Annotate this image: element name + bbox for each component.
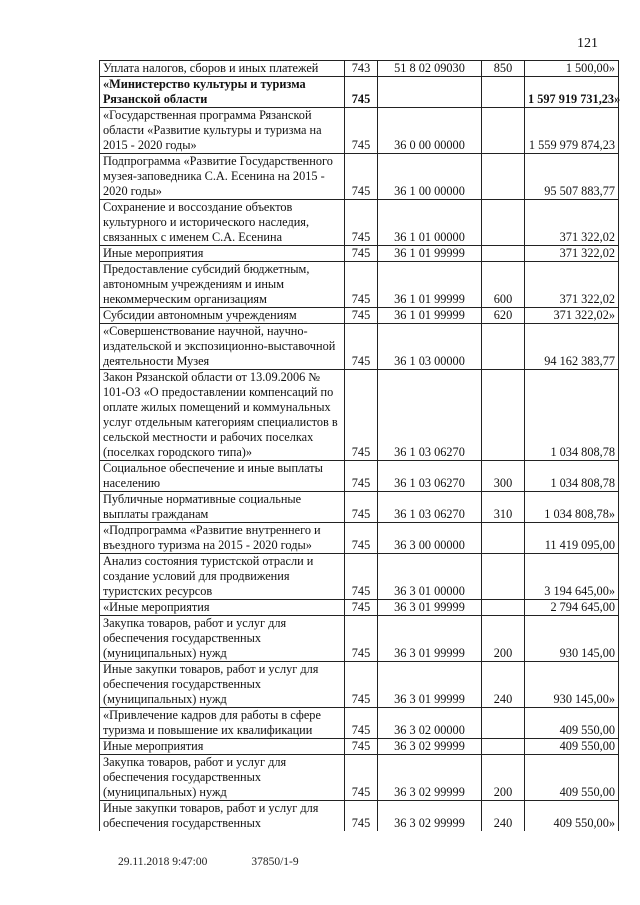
row-sum-cell: 371 322,02 — [525, 246, 619, 262]
footer — [118, 856, 343, 868]
table-row — [100, 708, 619, 739]
row-sum-cell: 1 034 808,78 — [525, 461, 619, 492]
row-sum-cell: 2 794 645,00 — [525, 600, 619, 616]
table-row — [100, 308, 619, 324]
row-article-cell: 36 1 03 06270 — [378, 461, 482, 492]
table-body — [100, 61, 619, 832]
row-sum-cell: 930 145,00» — [525, 662, 619, 708]
row-code-cell: 745 — [345, 600, 378, 616]
row-name-cell: Закупка товаров, работ и услуг для обеспечения государственных (муниципальных) нужд — [100, 755, 345, 801]
row-name-cell: Уплата налогов, сборов и иных платежей — [100, 61, 345, 77]
row-name-cell: Субсидии автономным учреждениям — [100, 308, 345, 324]
row-article-cell: 36 1 01 99999 — [378, 246, 482, 262]
row-article-cell: 36 0 00 00000 — [378, 108, 482, 154]
row-type-cell: 300 — [482, 461, 525, 492]
row-sum-cell: 3 194 645,00» — [525, 554, 619, 600]
row-sum-cell: 95 507 883,77 — [525, 154, 619, 200]
row-code-cell: 745 — [345, 77, 378, 108]
table-row — [100, 662, 619, 708]
row-code-cell: 745 — [345, 662, 378, 708]
row-type-cell — [482, 554, 525, 600]
row-type-cell — [482, 523, 525, 554]
row-type-cell — [482, 246, 525, 262]
row-name-cell: Анализ состояния туристской отрасли и создание условий для продвижения туристских ресурсов — [100, 554, 345, 600]
row-code-cell: 745 — [345, 739, 378, 755]
row-sum-cell: 11 419 095,00 — [525, 523, 619, 554]
row-code-cell: 745 — [345, 492, 378, 523]
row-sum-cell: 371 322,02» — [525, 308, 619, 324]
table-row — [100, 324, 619, 370]
row-type-cell — [482, 200, 525, 246]
row-code-cell: 745 — [345, 616, 378, 662]
row-article-cell: 36 3 02 99999 — [378, 755, 482, 801]
row-article-cell: 36 1 01 99999 — [378, 262, 482, 308]
row-type-cell: 620 — [482, 308, 525, 324]
row-name-cell: Сохранение и воссоздание объектов культурного и исторического наследия, связанных с именем С.А. Есенина — [100, 200, 345, 246]
row-code-cell: 745 — [345, 801, 378, 832]
footer-datetime: 29.11.2018 9:47:00 — [118, 856, 208, 868]
table-row — [100, 739, 619, 755]
table-row — [100, 492, 619, 523]
row-type-cell: 200 — [482, 616, 525, 662]
row-code-cell: 745 — [345, 108, 378, 154]
row-code-cell: 745 — [345, 708, 378, 739]
table-row — [100, 755, 619, 801]
row-type-cell: 310 — [482, 492, 525, 523]
row-sum-cell: 371 322,02 — [525, 262, 619, 308]
row-type-cell: 200 — [482, 755, 525, 801]
row-name-cell: «Иные мероприятия — [100, 600, 345, 616]
footer-doc-id: 37850/1-9 — [251, 856, 299, 868]
row-type-cell — [482, 739, 525, 755]
row-code-cell: 745 — [345, 308, 378, 324]
row-name-cell: «Подпрограмма «Развитие внутреннего и въездного туризма на 2015 - 2020 годы» — [100, 523, 345, 554]
row-sum-cell: 1 500,00» — [525, 61, 619, 77]
row-article-cell: 36 1 03 00000 — [378, 324, 482, 370]
row-article-cell: 36 1 01 00000 — [378, 200, 482, 246]
table-row — [100, 554, 619, 600]
table-row — [100, 108, 619, 154]
table-row — [100, 200, 619, 246]
row-type-cell — [482, 108, 525, 154]
table-row — [100, 523, 619, 554]
row-article-cell: 36 3 02 99999 — [378, 739, 482, 755]
row-name-cell: Иные мероприятия — [100, 246, 345, 262]
row-article-cell: 36 1 01 99999 — [378, 308, 482, 324]
row-sum-cell: 1 034 808,78» — [525, 492, 619, 523]
row-code-cell: 745 — [345, 370, 378, 461]
row-code-cell: 743 — [345, 61, 378, 77]
row-name-cell: Иные закупки товаров, работ и услуг для обеспечения государственных (муниципальных) нужд — [100, 662, 345, 708]
row-name-cell: Публичные нормативные социальные выплаты гражданам — [100, 492, 345, 523]
table-row — [100, 262, 619, 308]
row-type-cell — [482, 600, 525, 616]
row-sum-cell: 1 559 979 874,23 — [525, 108, 619, 154]
row-article-cell — [378, 77, 482, 108]
row-article-cell: 36 1 03 06270 — [378, 370, 482, 461]
table-row — [100, 246, 619, 262]
row-sum-cell: 930 145,00 — [525, 616, 619, 662]
row-name-cell: Закон Рязанской области от 13.09.2006 № 101-ОЗ «О предоставлении компенсаций по оплате жилых помещений и коммунальных услуг отдельным категориям специалистов в сельской местности и рабочих поселках (поселках городского типа)» — [100, 370, 345, 461]
row-sum-cell: 371 322,02 — [525, 200, 619, 246]
row-sum-cell: 94 162 383,77 — [525, 324, 619, 370]
row-sum-cell: 409 550,00 — [525, 708, 619, 739]
page-number: 121 — [577, 36, 598, 51]
table-row — [100, 77, 619, 108]
table-row — [100, 616, 619, 662]
row-type-cell: 850 — [482, 61, 525, 77]
table-row — [100, 801, 619, 832]
table-row — [100, 61, 619, 77]
budget-table — [99, 60, 619, 831]
row-code-cell: 745 — [345, 755, 378, 801]
row-article-cell: 36 3 02 99999 — [378, 801, 482, 832]
row-sum-cell: 409 550,00» — [525, 801, 619, 832]
row-type-cell: 240 — [482, 801, 525, 832]
table-row — [100, 370, 619, 461]
row-code-cell: 745 — [345, 461, 378, 492]
row-sum-cell: 1 597 919 731,23» — [525, 77, 619, 108]
row-type-cell — [482, 708, 525, 739]
row-name-cell: Закупка товаров, работ и услуг для обеспечения государственных (муниципальных) нужд — [100, 616, 345, 662]
row-code-cell: 745 — [345, 554, 378, 600]
row-article-cell: 51 8 02 09030 — [378, 61, 482, 77]
table-row — [100, 461, 619, 492]
row-name-cell: «Привлечение кадров для работы в сфере туризма и повышение их квалификации — [100, 708, 345, 739]
row-article-cell: 36 3 01 99999 — [378, 616, 482, 662]
row-type-cell — [482, 154, 525, 200]
row-article-cell: 36 1 03 06270 — [378, 492, 482, 523]
row-name-cell: Предоставление субсидий бюджетным, автономным учреждениям и иным некоммерческим организациям — [100, 262, 345, 308]
row-code-cell: 745 — [345, 246, 378, 262]
row-type-cell: 600 — [482, 262, 525, 308]
row-article-cell: 36 3 00 00000 — [378, 523, 482, 554]
row-name-cell: Подпрограмма «Развитие Государственного музея-заповедника С.А. Есенина на 2015 - 2020 годы» — [100, 154, 345, 200]
row-article-cell: 36 3 02 00000 — [378, 708, 482, 739]
row-article-cell: 36 1 00 00000 — [378, 154, 482, 200]
row-name-cell: «Государственная программа Рязанской области «Развитие культуры и туризма на 2015 - 2020 годы» — [100, 108, 345, 154]
table-row — [100, 154, 619, 200]
row-sum-cell: 409 550,00 — [525, 739, 619, 755]
table-row — [100, 600, 619, 616]
row-article-cell: 36 3 01 00000 — [378, 554, 482, 600]
row-code-cell: 745 — [345, 523, 378, 554]
row-article-cell: 36 3 01 99999 — [378, 662, 482, 708]
row-name-cell: Иные мероприятия — [100, 739, 345, 755]
row-code-cell: 745 — [345, 324, 378, 370]
row-type-cell — [482, 324, 525, 370]
row-name-cell: Иные закупки товаров, работ и услуг для обеспечения государственных — [100, 801, 345, 832]
row-code-cell: 745 — [345, 200, 378, 246]
row-sum-cell: 1 034 808,78 — [525, 370, 619, 461]
row-name-cell: Социальное обеспечение и иные выплаты населению — [100, 461, 345, 492]
row-name-cell: «Совершенствование научной, научно-издательской и экспозиционно-выставочной деятельности Музея — [100, 324, 345, 370]
row-article-cell: 36 3 01 99999 — [378, 600, 482, 616]
row-code-cell: 745 — [345, 262, 378, 308]
row-code-cell: 745 — [345, 154, 378, 200]
row-name-cell: «Министерство культуры и туризма Рязанской области — [100, 77, 345, 108]
row-type-cell: 240 — [482, 662, 525, 708]
row-type-cell — [482, 370, 525, 461]
row-type-cell — [482, 77, 525, 108]
row-sum-cell: 409 550,00 — [525, 755, 619, 801]
